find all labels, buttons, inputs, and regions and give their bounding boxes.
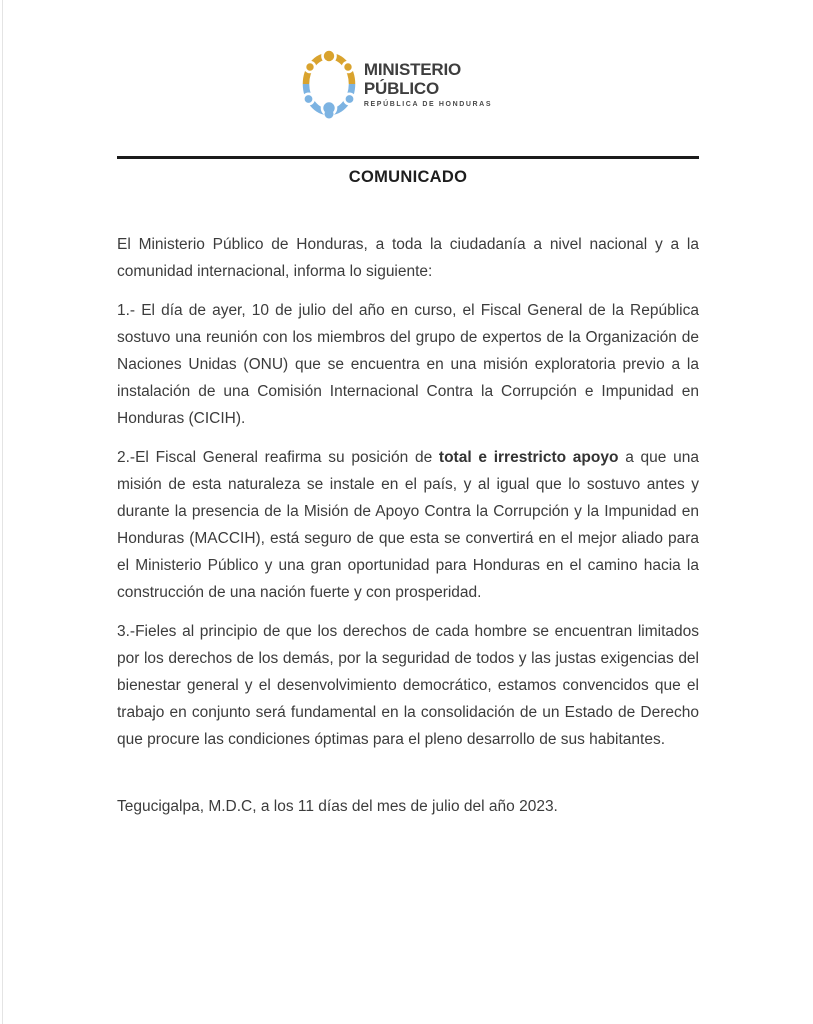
logo-name-line2: PÚBLICO: [363, 79, 439, 98]
paragraph-2-post: a que una misión de esta naturaleza se instale en el país, y al igual que lo sostuvo antes y durante la presencia de la Misión de Apoyo Contra la Corrupción y la Impunidad en Honduras (MACCIH), está seguro de que esta se convertirá en el mejor aliado para el Ministerio Público y una gran oportunidad para Honduras en el camino hacia la construcción de una nación fuerte y con prosperidad.: [117, 449, 699, 601]
paragraph-2: [117, 444, 699, 606]
paragraph-2-pre: 2.-El Fiscal General reafirma su posición de: [117, 449, 439, 466]
intro-paragraph: El Ministerio Público de Honduras, a toda la ciudadanía a nivel nacional y a la comunidad internacional, informa lo siguiente:: [117, 236, 699, 280]
header-divider: [117, 156, 699, 159]
document-content: [0, 156, 813, 820]
paragraph-3: 3.-Fieles al principio de que los derechos de cada hombre se encuentran limitados por los derechos de los demás, por la seguridad de todos y las justas exigencias del bienestar general y el desenvolvimiento democrático, estamos convencidos que el trabajo en conjunto será fundamental en la consolidación de un Estado de Derecho que procure las condiciones óptimas para el pleno desarrollo de sus habitantes.: [117, 623, 699, 748]
scan-edge-line: [2, 0, 3, 1024]
people-circle-logo-icon: [301, 48, 357, 120]
document-title: COMUNICADO: [348, 168, 468, 186]
dateline: Tegucigalpa, M.D.C, a los 11 días del mes de julio del año 2023.: [117, 798, 558, 815]
logo-text-block: [364, 60, 492, 108]
paragraph-1: 1.- El día de ayer, 10 de julio del año en curso, el Fiscal General de la República sostuvo una reunión con los miembros del grupo de expertos de la Organización de Naciones Unidas (ONU) que se encuentra en una misión exploratoria previo a la instalación de una Comisión Internacional Contra la Corrupción e Impunidad en Honduras (CICIH).: [117, 302, 699, 427]
logo-name-line1: MINISTERIO: [363, 60, 462, 79]
paragraph-2-bold-phrase: total e irrestricto apoyo: [438, 449, 619, 466]
logo-subtitle: REPÚBLICA DE HONDURAS: [363, 101, 493, 108]
ministerio-publico-logo: [0, 48, 803, 120]
